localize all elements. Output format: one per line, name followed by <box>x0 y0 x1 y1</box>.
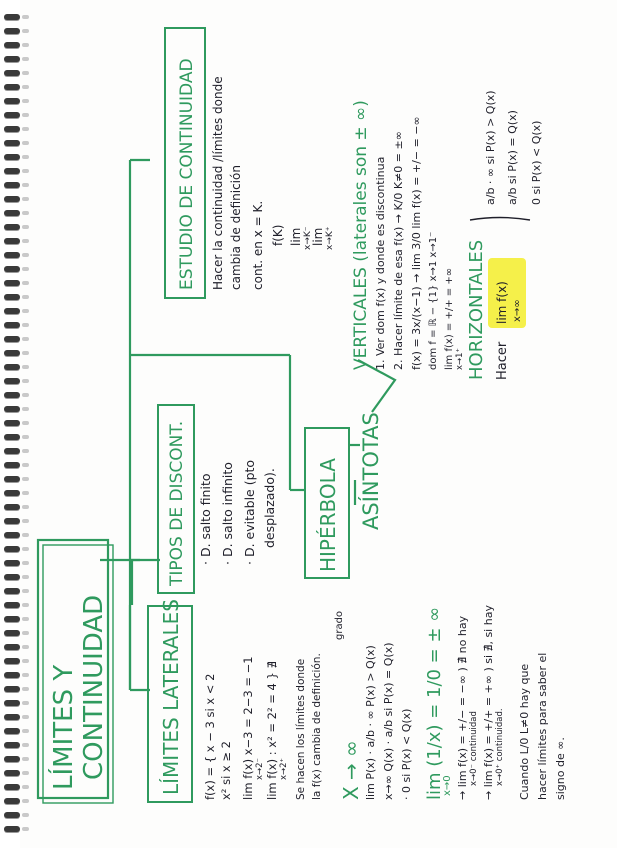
estudio-label: ESTUDIO DE CONTINUIDAD <box>177 58 197 290</box>
estudio-line-2: cambia de definición <box>229 165 243 290</box>
lat-line-3: lim f(x) x−3 = 2−3 = −1 <box>241 656 255 800</box>
discont-list <box>198 460 277 565</box>
discont-item-2: · D. salto infinito <box>220 462 235 565</box>
estudio-lim-1: lim <box>289 227 303 246</box>
estudio-line-1: Hacer la continuidad /límites donde <box>211 76 225 290</box>
title-box <box>38 540 113 803</box>
estudio-sub-1: x→K⁻ <box>303 226 313 250</box>
horizontales-lim: lim f(x) <box>495 281 509 324</box>
lat-line-8: la f(x) cambia de definición. <box>311 653 323 800</box>
node-discont <box>158 405 194 593</box>
estudio-line-3: cont. en x = K. <box>251 200 265 290</box>
horiz-case-2: a/b si P(x) = Q(x) <box>506 110 519 205</box>
vert-line-6: x→1⁺ <box>455 347 465 370</box>
verticales-section <box>351 100 465 370</box>
node-estudio <box>165 28 205 298</box>
zero-line-4: x→0⁺ continuidad. <box>495 708 505 786</box>
zero-line-1: → lim f(x) = +/− = −∞ ) ∄ no hay <box>456 615 469 800</box>
infinity-line-1: lim P(x) · a/b · ∞ P(x) > Q(x) <box>364 645 377 800</box>
asintotas-label: ASÍNTOTAS <box>359 412 383 530</box>
zero-line-3: → lim f(x) = +/+ = +∞ ) si ∄, si hay <box>482 605 495 800</box>
horizontales-hacer: Hacer <box>495 341 510 380</box>
vert-line-2: 2. Hacer límite de esa f(x) → K/0 K≠0 = ±∞ <box>392 131 405 370</box>
laterales-notes <box>203 653 323 800</box>
horizontales-brace <box>470 218 530 221</box>
cuando-line-2: hacer límites para saber el <box>536 652 549 800</box>
verticales-title: VERTICALES (laterales son ± ∞) <box>351 100 371 370</box>
infinity-line-2: x→∞ Q(x) · a/b si P(x) = Q(x) <box>382 642 395 800</box>
vert-line-4: dom f = ℝ − {1} x→1 x→1⁻ <box>428 231 439 370</box>
laterales-label: LÍMITES LATERALES <box>159 599 183 795</box>
discont-item-3: · D. evitable (pto <box>242 459 257 565</box>
discont-item-4: desplazado). <box>262 468 277 548</box>
lat-line-7: Se hacen los límites donde <box>295 658 307 800</box>
lat-line-6: x→2⁺ <box>279 757 289 780</box>
node-hiperbola <box>305 428 349 578</box>
estudio-notes <box>211 76 335 290</box>
cuando-line-1: Cuando L/0 L≠0 hay que <box>518 663 531 800</box>
main-title-line1: LÍMITES Y <box>49 664 79 790</box>
discont-label: TIPOS DE DISCONT. <box>167 420 187 586</box>
main-title-line2: CONTINUIDAD <box>79 594 109 780</box>
horizontales-title: HORIZONTALES <box>466 239 487 380</box>
horiz-case-3: 0 si P(x) < Q(x) <box>530 120 543 205</box>
zero-title: lim (1/x) = 1/0 = ± ∞ <box>424 606 445 800</box>
vert-line-5: lim f(x) = +/+ = +∞ <box>444 267 455 370</box>
infinity-title: X → ∞ <box>339 740 363 800</box>
lat-line-1: f(x) = { x − 3 si x < 2 <box>203 673 217 800</box>
horizontales-section <box>466 90 543 380</box>
zero-section <box>424 605 505 800</box>
lat-line-5: lim f(x) : x² = 2² = 4 } ∄ <box>265 661 279 800</box>
estudio-sub-2: x→K⁺ <box>325 226 335 250</box>
node-laterales <box>148 599 192 802</box>
grado-label: grado <box>334 610 345 640</box>
zero-line-2: x→0⁻ continuidad <box>469 711 479 786</box>
horiz-case-1: a/b · ∞ si P(x) > Q(x) <box>484 90 497 205</box>
hiperbola-label: HIPÉRBOLA <box>316 458 340 572</box>
vert-line-3: f(x) = 3x/(x−1) → lim 3/0 lim f(x) = +/− = −∞ <box>410 116 423 370</box>
lat-line-4: x→2⁻ <box>255 757 265 780</box>
discont-item-1: · D. salto finito <box>198 473 213 565</box>
vert-line-1: 1. Ver dom f(x) y donde es discontinua <box>374 156 387 370</box>
cuando-line-3: signo de ∞. <box>554 737 567 800</box>
infinity-line-3: · 0 si P(x) < Q(x) <box>400 708 413 800</box>
lat-line-2: x² si x ≥ 2 <box>219 741 233 800</box>
zero-sub: x→0 <box>442 775 453 796</box>
horizontales-sub: x→∞ <box>512 299 523 322</box>
infinity-section <box>334 611 413 800</box>
estudio-fk: f(K) <box>271 224 285 246</box>
cuando-section <box>518 653 567 800</box>
estudio-lim-2: lim <box>311 227 325 246</box>
